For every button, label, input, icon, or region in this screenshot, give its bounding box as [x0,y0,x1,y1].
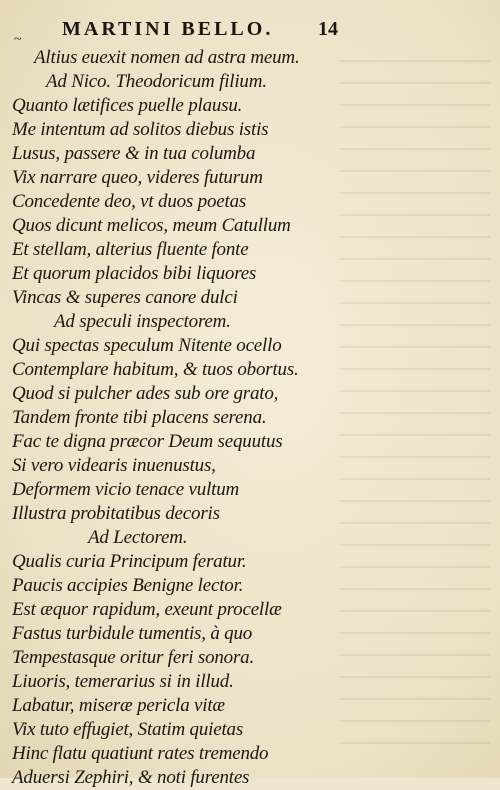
text-line: Liuoris, temerarius si in illud. [12,671,234,692]
text-line: Quos dicunt melicos, meum Catullum [12,215,291,236]
page-header [0,14,500,46]
printer-mark: ~ [14,32,22,47]
text-line: Tempestasque oritur feri sonora. [12,647,255,668]
text-line: Me intentum ad solitos diebus istis [12,119,269,140]
text-line: Labatur, miseræ pericla vitæ [12,695,225,716]
text-line: Vix tuto effugiet, Statim quietas [12,719,244,740]
text-line: Illustra probitatibus decoris [12,503,220,524]
text-line: Altius euexit nomen ad astra meum. [34,47,300,68]
text-line: Qui spectas speculum Nitente ocello [12,335,282,356]
text-line: Tandem fronte tibi placens serena. [12,407,267,428]
running-title: MARTINI BELLO. [62,18,274,40]
show-through-text [340,60,490,750]
text-line: Hinc flatu quatiunt rates tremendo [12,743,269,764]
text-line: Fac te digna præcor Deum sequutus [12,431,283,452]
section-heading: Ad Lectorem. [88,527,188,548]
text-line: Contemplare habitum, & tuos obortus. [12,359,299,380]
text-line: Et stellam, alterius fluente fonte [12,239,249,260]
page-number: 14 [318,18,338,40]
text-line: Vix narrare queo, videres futurum [12,167,263,188]
text-line: Fastus turbidule tumentis, à quo [12,623,253,644]
section-heading: Ad speculi inspectorem. [54,311,231,332]
text-line: Qualis curia Principum feratur. [12,551,247,572]
text-line: Quanto lætifices puelle plausu. [12,95,243,116]
text-line: Paucis accipies Benigne lector. [12,575,244,596]
text-line: Vincas & superes canore dulci [12,287,238,308]
text-line: Lusus, passere & in tua columba [12,143,256,164]
text-line: Si vero videaris inuenustus, [12,455,216,476]
text-line: Deformem vicio tenace vultum [12,479,240,500]
text-line: Et quorum placidos bibi liquores [12,263,257,284]
text-line: Aduersi Zephiri, & noti furentes [12,767,250,788]
text-line: Quod si pulcher ades sub ore grato, [12,383,279,404]
text-line: Est æquor rapidum, exeunt procellæ [12,599,282,620]
text-line: Concedente deo, vt duos poetas [12,191,247,212]
section-heading: Ad Nico. Theodoricum filium. [46,71,267,92]
